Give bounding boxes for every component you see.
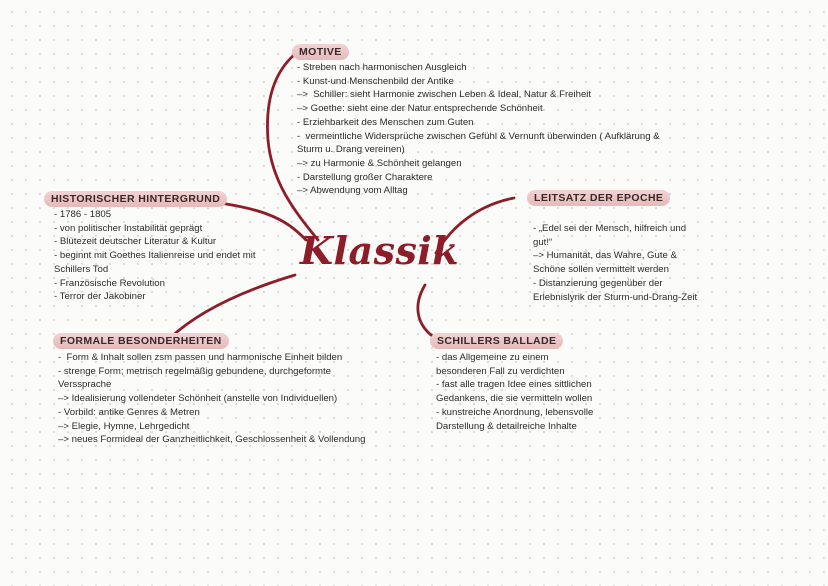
heading-schillers-ballade: SCHILLERS BALLADE	[430, 333, 563, 349]
heading-leitsatz: LEITSATZ DER EPOCHE	[527, 190, 670, 206]
heading-formale-besonderheiten: FORMALE BESONDERHEITEN	[53, 333, 229, 349]
list-item: –> Abwendung vom Alltag	[297, 185, 408, 197]
list-motive	[297, 61, 707, 198]
list-item: - von politischer Instabilität geprägt	[54, 222, 203, 234]
list-item: - Französische Revolution	[54, 277, 165, 289]
list-item: - „Edel sei der Mensch, hilfreich und	[533, 223, 687, 234]
list-item: - Streben nach harmonischen Ausgleich	[297, 62, 467, 73]
list-leitsatz	[533, 222, 743, 304]
list-item: Darstellung & detailreiche Inhalte	[436, 420, 577, 432]
list-item: gut!“	[533, 236, 553, 248]
list-item: - fast alle tragen Idee eines sittlichen	[436, 379, 592, 391]
list-item: - Darstellung großer Charaktere	[297, 171, 433, 183]
list-item: Gedankens, die sie vermitteln wollen	[436, 393, 593, 405]
list-item: Schöne sollen vermittelt werden	[533, 264, 669, 276]
list-item: - das Allgemeine zu einem	[436, 352, 549, 363]
list-item: –> Idealisierung vollendeter Schönheit (anstelle von Individuellen)	[58, 393, 338, 405]
heading-motive: MOTIVE	[292, 44, 349, 60]
list-item: –> Elegie, Hymne, Lehrgedicht	[58, 420, 190, 432]
list-formale-besonderheiten	[58, 351, 418, 447]
list-item: Erlebnislyrik der Sturm-und-Drang-Zeit	[533, 291, 698, 303]
central-topic: Klassik	[300, 228, 460, 273]
list-item: –> Goethe: sieht eine der Natur entsprechende Schönheit	[297, 103, 543, 115]
list-historischer-hintergrund	[54, 208, 294, 304]
list-item: - Kunst-und Menschenbild der Antike	[297, 75, 454, 87]
list-item: - Distanzierung gegenüber der	[533, 277, 663, 289]
list-item: - Vorbild: antike Genres & Metren	[58, 406, 200, 418]
list-item: Schillers Tod	[54, 263, 109, 275]
list-item: - strenge Form; metrisch regelmäßig gebundene, durchgeformte	[58, 365, 332, 377]
list-item: - vermeintliche Widersprüche zwischen Gefühl & Vernunft überwinden ( Aufklärung &	[297, 130, 660, 142]
list-item: - Blütezeit deutscher Literatur & Kultur	[54, 236, 217, 248]
list-item: Sturm u. Drang vereinen)	[297, 144, 405, 156]
list-schillers-ballade	[436, 351, 666, 433]
branch-schillers-ballade	[418, 285, 435, 338]
list-item: –> Schiller: sieht Harmonie zwischen Leben & Ideal, Natur & Freiheit	[297, 89, 592, 101]
list-item: - Erziehbarkeit des Menschen zum Guten	[297, 116, 474, 128]
list-item: - kunstreiche Anordnung, lebensvolle	[436, 406, 594, 418]
list-item: - Form & Inhalt sollen zsm passen und harmonische Einheit bilden	[58, 352, 343, 363]
list-item: –> neues Formideal der Ganzheitlichkeit, Geschlossenheit & Vollendung	[58, 434, 366, 446]
list-item: - beginnt mit Goethes Italienreise und endet mit	[54, 250, 256, 262]
list-item: - Terror der Jakobiner	[54, 291, 146, 303]
list-item: –> zu Harmonie & Schönheit gelangen	[297, 157, 462, 169]
list-item: Verssprache	[58, 379, 112, 391]
list-item: –> Humanität, das Wahre, Gute &	[533, 250, 677, 262]
heading-historischer-hintergrund: HISTORISCHER HINTERGRUND	[44, 191, 227, 207]
list-item: - 1786 - 1805	[54, 209, 112, 220]
list-item: besonderen Fall zu verdichten	[436, 365, 565, 377]
